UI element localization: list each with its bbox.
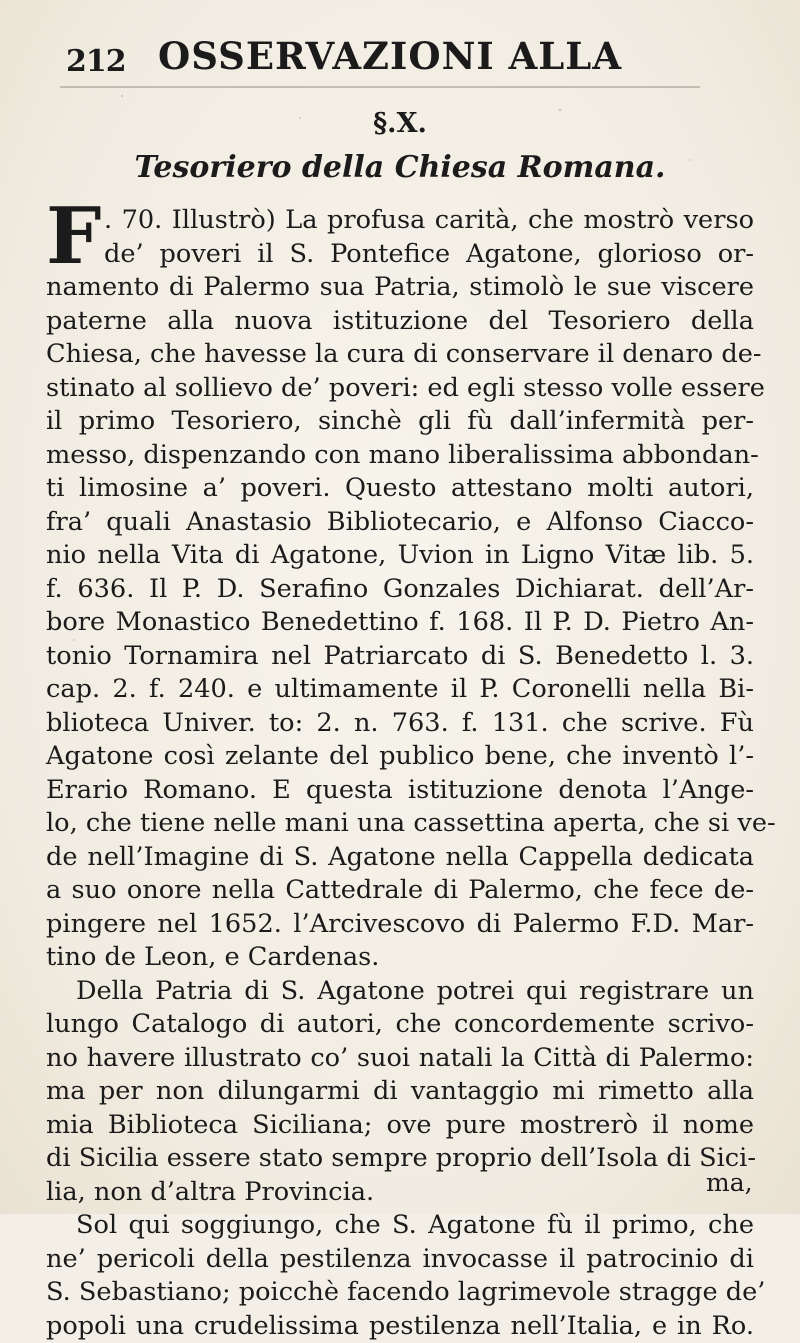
text-line: S. Sebastiano; poicchè facendo lagrimevole stragge de’ (46, 1276, 754, 1310)
text-line: blioteca Univer. to: 2. n. 763. f. 131. che scrive. Fù (46, 707, 754, 741)
text-line: . 70. Illustrò) La profusa carità, che mostrò verso (46, 204, 754, 238)
page-number: 212 (66, 44, 126, 79)
text-line: fra’ quali Anastasio Bibliotecario, e Alfonso Ciacco- (46, 506, 754, 540)
text-line: tonio Tornamira nel Patriarcato di S. Benedetto l. 3. (46, 640, 754, 674)
text-line: messo, dispenzando con mano liberalissima abbondan- (46, 439, 754, 473)
text-line: nio nella Vita di Agatone, Uvion in Ligno Vitæ lib. 5. (46, 539, 754, 573)
text-line: tino de Leon, e Cardenas. (46, 941, 754, 975)
text-line: mia Biblioteca Siciliana; ove pure mostrerò il nome (46, 1109, 754, 1143)
text-line: Erario Romano. E questa istituzione denota l’Ange- (46, 774, 754, 808)
body-text (46, 204, 754, 1343)
text-line: f. 636. Il P. D. Serafino Gonzales Dichiarat. dell’Ar- (46, 573, 754, 607)
text-line: di Sicilia essere stato sempre proprio dell’Isola di Sici- (46, 1142, 754, 1176)
text-line: ti limosine a’ poveri. Questo attestano molti autori, (46, 472, 754, 506)
drop-cap: F (46, 202, 101, 272)
text-line: lia, non d’altra Provincia. (46, 1176, 754, 1210)
text-line: ma per non dilungarmi di vantaggio mi rimetto alla (46, 1075, 754, 1109)
text-line: ne’ pericoli della pestilenza invocasse il patrocinio di (46, 1243, 754, 1277)
text-line: namento di Palermo sua Patria, stimolò le sue viscere (46, 271, 754, 305)
text-line: lo, che tiene nelle mani una cassettina aperta, che si ve- (46, 807, 754, 841)
running-head (66, 34, 766, 78)
text-line: paterne alla nuova istituzione del Tesoriero della (46, 305, 754, 339)
text-line: a suo onore nella Cattedrale di Palermo, che fece de- (46, 874, 754, 908)
text-line: bore Monastico Benedettino f. 168. Il P. D. Pietro An- (46, 606, 754, 640)
section-subtitle: Tesoriero della Chiesa Romana. (0, 150, 800, 185)
text-line: pingere nel 1652. l’Arcivescovo di Palermo F.D. Mar- (46, 908, 754, 942)
text-line: lungo Catalogo di autori, che concordemente scrivo- (46, 1008, 754, 1042)
text-line: il primo Tesoriero, sinchè gli fù dall’infermità per- (46, 405, 754, 439)
catchword: ma, (706, 1168, 753, 1197)
text-line: stinato al sollievo de’ poveri: ed egli stesso volle essere (46, 372, 754, 406)
text-line: cap. 2. f. 240. e ultimamente il P. Coronelli nella Bi- (46, 673, 754, 707)
text-line: no havere illustrato co’ suoi natali la Città di Palermo: (46, 1042, 754, 1076)
text-line: popoli una crudelissima pestilenza nell’Italia, e in Ro. (46, 1310, 754, 1343)
text-line: Sol qui soggiungo, che S. Agatone fù il primo, che (46, 1209, 754, 1243)
text-line: de nell’Imagine di S. Agatone nella Cappella dedicata (46, 841, 754, 875)
header-rule (60, 86, 700, 88)
text-line: Chiesa, che havesse la cura di conservare il denaro de- (46, 338, 754, 372)
text-line: Della Patria di S. Agatone potrei qui registrare un (46, 975, 754, 1009)
text-line: Agatone così zelante del publico bene, che inventò l’- (46, 740, 754, 774)
running-title: OSSERVAZIONI ALLA (158, 34, 622, 78)
text-line: de’ poveri il S. Pontefice Agatone, glorioso or- (46, 238, 754, 272)
section-mark: §.X. (0, 108, 800, 139)
